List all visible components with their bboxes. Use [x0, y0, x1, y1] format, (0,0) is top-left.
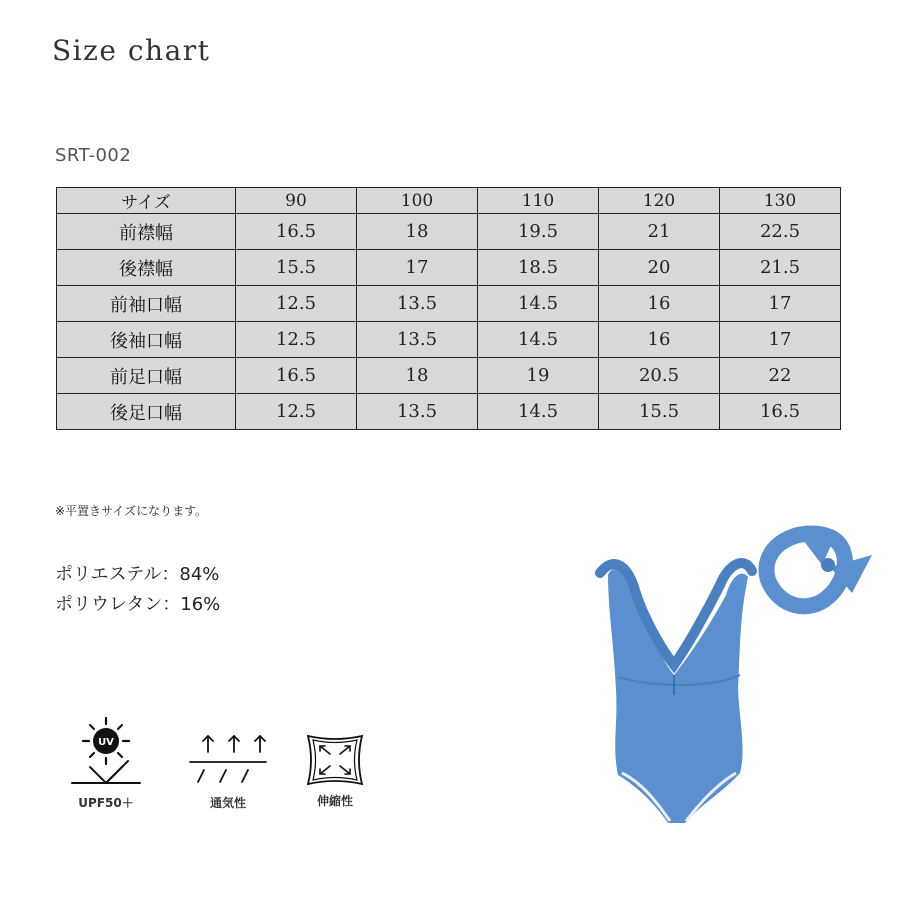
- breathable-icon: [186, 730, 270, 790]
- table-cell: 14.5: [478, 394, 599, 430]
- table-cell: 13.5: [357, 322, 478, 358]
- flat-size-note: ※平置きサイズになります。: [55, 504, 208, 518]
- table-cell: 12.5: [236, 286, 357, 322]
- product-code: SRT-002: [55, 145, 132, 166]
- size-header-cell: 120: [599, 188, 720, 214]
- size-header-cell: 130: [720, 188, 841, 214]
- table-cell: 22.5: [720, 214, 841, 250]
- table-cell: 14.5: [478, 286, 599, 322]
- swimsuit-image: [600, 563, 752, 823]
- breathable-feature: [186, 730, 270, 811]
- uv-icon: [66, 715, 146, 790]
- row-label: 後足口幅: [57, 394, 236, 430]
- table-cell: 19: [478, 358, 599, 394]
- table-cell: 21: [599, 214, 720, 250]
- material-line: ポリエステル：84%: [55, 564, 220, 585]
- table-row: [57, 250, 841, 286]
- stretch-caption: 伸縮性: [316, 794, 353, 808]
- size-table: [56, 187, 841, 430]
- headband-image: [766, 533, 872, 606]
- table-cell: 17: [720, 286, 841, 322]
- table-cell: 18: [357, 214, 478, 250]
- table-cell: 13.5: [357, 286, 478, 322]
- table-cell: 22: [720, 358, 841, 394]
- material-line: ポリウレタン：16%: [55, 594, 221, 615]
- table-cell: 16: [599, 322, 720, 358]
- stretch-icon: [302, 732, 368, 788]
- table-cell: 20: [599, 250, 720, 286]
- table-cell: 19.5: [478, 214, 599, 250]
- table-cell: 16.5: [720, 394, 841, 430]
- uv-feature: [66, 715, 146, 811]
- size-header-cell: 90: [236, 188, 357, 214]
- page-title: Size chart: [52, 34, 211, 67]
- table-cell: 16: [599, 286, 720, 322]
- table-cell: 13.5: [357, 394, 478, 430]
- table-cell: 17: [720, 322, 841, 358]
- table-row: [57, 358, 841, 394]
- row-label: 後襟幅: [57, 250, 236, 286]
- table-cell: 12.5: [236, 322, 357, 358]
- table-row: [57, 394, 841, 430]
- table-row: [57, 286, 841, 322]
- header-label-cell: サイズ: [57, 188, 236, 214]
- table-cell: 16.5: [236, 214, 357, 250]
- breathable-caption: 通気性: [209, 796, 246, 810]
- uv-symbol-text: UV: [98, 737, 114, 748]
- swimsuit-photo: [590, 525, 880, 825]
- table-cell: 18: [357, 358, 478, 394]
- stretch-feature: [302, 732, 368, 809]
- table-cell: 17: [357, 250, 478, 286]
- uv-caption: UPF50＋: [78, 796, 134, 810]
- table-row: [57, 214, 841, 250]
- row-label: 前襟幅: [57, 214, 236, 250]
- table-cell: 20.5: [599, 358, 720, 394]
- table-cell: 12.5: [236, 394, 357, 430]
- row-label: 後袖口幅: [57, 322, 236, 358]
- row-label: 前袖口幅: [57, 286, 236, 322]
- table-cell: 14.5: [478, 322, 599, 358]
- table-cell: 15.5: [236, 250, 357, 286]
- size-header-cell: 110: [478, 188, 599, 214]
- table-cell: 21.5: [720, 250, 841, 286]
- size-header-cell: 100: [357, 188, 478, 214]
- table-row: [57, 322, 841, 358]
- table-header-row: [57, 188, 841, 214]
- table-cell: 15.5: [599, 394, 720, 430]
- table-cell: 16.5: [236, 358, 357, 394]
- table-cell: 18.5: [478, 250, 599, 286]
- row-label: 前足口幅: [57, 358, 236, 394]
